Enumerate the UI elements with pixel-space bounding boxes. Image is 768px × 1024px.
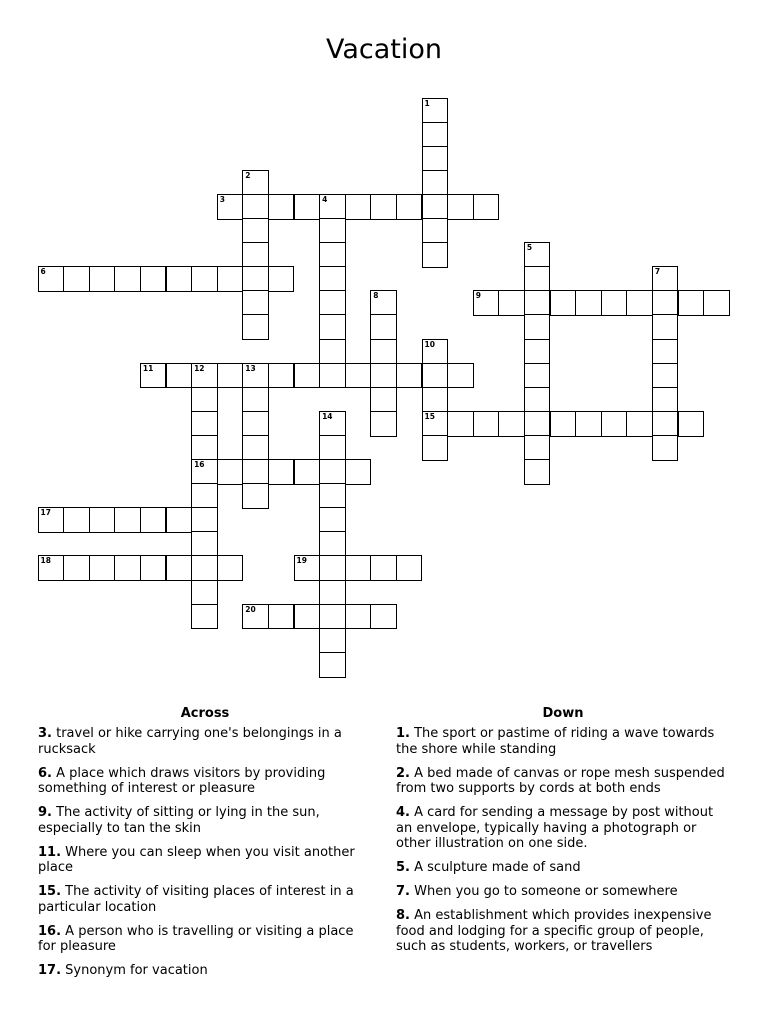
grid-cell[interactable] bbox=[524, 290, 551, 316]
grid-cell[interactable] bbox=[63, 266, 90, 292]
clue-label: 9. bbox=[38, 805, 52, 821]
clue-text: A place which draws visitors by providing something of interest or pleasure bbox=[38, 765, 326, 797]
grid-cell[interactable] bbox=[319, 507, 346, 533]
grid-cell[interactable] bbox=[242, 435, 269, 461]
grid-cell[interactable] bbox=[370, 387, 397, 413]
puzzle-title: Vacation bbox=[325, 34, 443, 65]
grid-cell[interactable] bbox=[524, 314, 551, 340]
clue-label: 5. bbox=[396, 860, 410, 876]
grid-cell[interactable] bbox=[268, 604, 295, 630]
grid-cell[interactable] bbox=[217, 363, 244, 389]
clue-label: 2. bbox=[396, 765, 410, 781]
clue-number: 3 bbox=[219, 194, 225, 204]
clue-number: 13 bbox=[245, 363, 256, 373]
grid-cell[interactable] bbox=[38, 507, 65, 533]
grid-cell[interactable] bbox=[447, 363, 474, 389]
down-clue bbox=[396, 766, 732, 797]
grid-cell[interactable] bbox=[422, 387, 449, 413]
grid-cell[interactable] bbox=[652, 290, 679, 316]
grid-cell[interactable] bbox=[447, 411, 474, 437]
grid-cell[interactable] bbox=[166, 555, 193, 581]
grid-cell[interactable] bbox=[242, 218, 269, 244]
grid-cell[interactable] bbox=[140, 266, 167, 292]
across-clue bbox=[38, 766, 372, 797]
grid-cell[interactable] bbox=[191, 459, 218, 485]
clue-label: 7. bbox=[396, 884, 410, 900]
grid-cell[interactable] bbox=[370, 290, 397, 316]
grid-cell[interactable] bbox=[294, 555, 321, 581]
grid-cell[interactable] bbox=[140, 507, 167, 533]
grid-cell[interactable] bbox=[473, 290, 500, 316]
grid-cell[interactable] bbox=[38, 266, 65, 292]
grid-cell[interactable] bbox=[242, 290, 269, 316]
grid-cell[interactable] bbox=[63, 555, 90, 581]
grid-cell[interactable] bbox=[242, 314, 269, 340]
clue-number: 18 bbox=[40, 556, 51, 566]
grid-cell[interactable] bbox=[524, 266, 551, 292]
grid-cell[interactable] bbox=[294, 604, 321, 630]
grid-cell[interactable] bbox=[242, 170, 269, 196]
grid-cell[interactable] bbox=[191, 411, 218, 437]
across-clue bbox=[38, 963, 372, 979]
grid-cell[interactable] bbox=[370, 411, 397, 437]
grid-cell[interactable] bbox=[524, 339, 551, 365]
clue-number: 6 bbox=[40, 267, 46, 277]
down-clue bbox=[396, 726, 732, 757]
grid-cell[interactable] bbox=[345, 459, 372, 485]
grid-cell[interactable] bbox=[626, 290, 653, 316]
clue-label: 11. bbox=[38, 844, 62, 860]
clue-number: 12 bbox=[194, 363, 205, 373]
clue-text: The activity of sitting or lying in the sun, especially to tan the skin bbox=[38, 805, 320, 836]
grid-cell[interactable] bbox=[370, 555, 397, 581]
grid-cell[interactable] bbox=[242, 363, 269, 389]
grid-cell[interactable] bbox=[652, 411, 679, 437]
grid-cell[interactable] bbox=[38, 555, 65, 581]
grid-cell[interactable] bbox=[319, 652, 346, 678]
grid-cell[interactable] bbox=[191, 604, 218, 630]
grid-cell[interactable] bbox=[447, 194, 474, 220]
clue-number: 10 bbox=[424, 339, 435, 349]
grid-cell[interactable] bbox=[473, 194, 500, 220]
across-clue bbox=[38, 726, 372, 757]
grid-cell[interactable] bbox=[191, 580, 218, 606]
grid-cell[interactable] bbox=[422, 98, 449, 124]
grid-cell[interactable] bbox=[319, 266, 346, 292]
grid-cell[interactable] bbox=[652, 266, 679, 292]
grid-cell[interactable] bbox=[422, 435, 449, 461]
grid-cell[interactable] bbox=[626, 411, 653, 437]
grid-cell[interactable] bbox=[524, 435, 551, 461]
grid-cell[interactable] bbox=[422, 122, 449, 148]
grid-cell[interactable] bbox=[422, 170, 449, 196]
clue-number: 15 bbox=[424, 411, 435, 421]
clue-text: A person who is travelling or visiting a place for pleasure bbox=[38, 923, 354, 955]
grid-cell[interactable] bbox=[319, 194, 346, 220]
grid-cell[interactable] bbox=[166, 266, 193, 292]
grid-cell[interactable] bbox=[114, 507, 141, 533]
down-heading: Down bbox=[542, 706, 584, 721]
grid-cell[interactable] bbox=[652, 435, 679, 461]
grid-cell[interactable] bbox=[191, 531, 218, 557]
grid-cell[interactable] bbox=[319, 339, 346, 365]
grid-cell[interactable] bbox=[294, 194, 321, 220]
grid-cell[interactable] bbox=[242, 604, 269, 630]
grid-cell[interactable] bbox=[575, 290, 602, 316]
grid-cell[interactable] bbox=[422, 242, 449, 268]
clue-number: 7 bbox=[654, 267, 661, 277]
grid-cell[interactable] bbox=[319, 531, 346, 557]
grid-cell[interactable] bbox=[319, 242, 346, 268]
grid-cell[interactable] bbox=[319, 411, 346, 437]
grid-cell[interactable] bbox=[319, 555, 346, 581]
grid-cell[interactable] bbox=[217, 459, 244, 485]
grid-cell[interactable] bbox=[422, 194, 449, 220]
across-heading: Across bbox=[180, 706, 230, 721]
grid-cell[interactable] bbox=[242, 242, 269, 268]
grid-cell[interactable] bbox=[242, 483, 269, 509]
grid-cell[interactable] bbox=[601, 290, 628, 316]
grid-cell[interactable] bbox=[370, 194, 397, 220]
grid-cell[interactable] bbox=[370, 339, 397, 365]
clue-number: 19 bbox=[296, 556, 307, 566]
grid-cell[interactable] bbox=[89, 555, 116, 581]
clue-text: An establishment which provides inexpensive food and lodging for a specific group of people, such as students, workers, or travellers bbox=[396, 908, 712, 955]
across-clue bbox=[38, 805, 372, 836]
grid-cell[interactable] bbox=[678, 411, 705, 437]
grid-cell[interactable] bbox=[422, 363, 449, 389]
grid-cell[interactable] bbox=[370, 314, 397, 340]
grid-cell[interactable] bbox=[396, 363, 423, 389]
grid-cell[interactable] bbox=[268, 363, 295, 389]
grid-cell[interactable] bbox=[319, 580, 346, 606]
grid-cell[interactable] bbox=[191, 435, 218, 461]
grid-cell[interactable] bbox=[191, 387, 218, 413]
grid-cell[interactable] bbox=[652, 387, 679, 413]
grid-cell[interactable] bbox=[268, 459, 295, 485]
grid-cell[interactable] bbox=[575, 411, 602, 437]
grid-cell[interactable] bbox=[166, 363, 193, 389]
clue-label: 17. bbox=[38, 963, 62, 979]
grid-cell[interactable] bbox=[473, 411, 500, 437]
grid-cell[interactable] bbox=[422, 411, 449, 437]
grid-cell[interactable] bbox=[268, 266, 295, 292]
clue-text: A card for sending a message by post without an envelope, typically having a photograph or other illustration on one side. bbox=[396, 805, 714, 852]
clue-label: 1. bbox=[396, 726, 410, 741]
clue-number: 2 bbox=[245, 170, 251, 180]
grid-cell[interactable] bbox=[524, 242, 551, 268]
clue-number: 16 bbox=[194, 460, 205, 469]
grid-cell[interactable] bbox=[370, 363, 397, 389]
grid-cell[interactable] bbox=[191, 363, 218, 389]
grid-cell[interactable] bbox=[345, 194, 372, 220]
clue-number: 11 bbox=[142, 363, 154, 373]
grid-cell[interactable] bbox=[140, 555, 167, 581]
clue-text: When you go to someone or somewhere bbox=[409, 884, 678, 900]
down-clue bbox=[396, 805, 732, 852]
clue-label: 8. bbox=[396, 908, 410, 924]
grid-cell[interactable] bbox=[242, 459, 269, 485]
grid-cell[interactable] bbox=[678, 290, 705, 316]
clue-number: 20 bbox=[245, 604, 256, 614]
grid-cell[interactable] bbox=[345, 363, 372, 389]
clue-number: 4 bbox=[322, 194, 328, 204]
clue-number: 17 bbox=[40, 508, 51, 518]
grid-cell[interactable] bbox=[345, 604, 372, 630]
grid-cell[interactable] bbox=[422, 218, 449, 244]
clue-number: 8 bbox=[373, 291, 379, 301]
down-clue bbox=[396, 860, 732, 876]
grid-cell[interactable] bbox=[422, 339, 449, 365]
clue-text: Synonym for vacation bbox=[61, 963, 208, 979]
across-clue-list bbox=[38, 726, 372, 987]
clue-text: travel or hike carrying one's belongings in a rucksack bbox=[38, 726, 342, 757]
grid-cell[interactable] bbox=[319, 314, 346, 340]
grid-cell[interactable] bbox=[524, 387, 551, 413]
grid-cell[interactable] bbox=[191, 266, 218, 292]
grid-cell[interactable] bbox=[345, 555, 372, 581]
clue-label: 15. bbox=[38, 884, 62, 900]
grid-cell[interactable] bbox=[191, 507, 218, 533]
clue-text: Where you can sleep when you visit another place bbox=[38, 844, 355, 876]
grid-cell[interactable] bbox=[319, 604, 346, 630]
grid-cell[interactable] bbox=[396, 555, 423, 581]
grid-cell[interactable] bbox=[652, 339, 679, 365]
grid-cell[interactable] bbox=[498, 411, 525, 437]
grid-cell[interactable] bbox=[652, 363, 679, 389]
grid-cell[interactable] bbox=[524, 363, 551, 389]
grid-cell[interactable] bbox=[242, 266, 269, 292]
grid-cell[interactable] bbox=[550, 290, 577, 316]
grid-cell[interactable] bbox=[242, 387, 269, 413]
grid-cell[interactable] bbox=[294, 459, 321, 485]
down-clue bbox=[396, 884, 732, 900]
grid-cell[interactable] bbox=[217, 194, 244, 220]
grid-cell[interactable] bbox=[396, 194, 423, 220]
grid-cell[interactable] bbox=[89, 266, 116, 292]
grid-cell[interactable] bbox=[524, 459, 551, 485]
grid-cell[interactable] bbox=[319, 483, 346, 509]
grid-cell[interactable] bbox=[242, 411, 269, 437]
clue-text: The activity of visiting places of interest in a particular location bbox=[38, 884, 354, 915]
grid-cell[interactable] bbox=[217, 266, 244, 292]
grid-cell[interactable] bbox=[191, 483, 218, 509]
grid-cell[interactable] bbox=[191, 555, 218, 581]
grid-cell[interactable] bbox=[114, 555, 141, 581]
clue-number: 5 bbox=[526, 243, 533, 253]
grid-cell[interactable] bbox=[242, 194, 269, 220]
clue-text: A bed made of canvas or rope mesh suspended from two supports by cords at both ends bbox=[396, 765, 725, 797]
grid-cell[interactable] bbox=[166, 507, 193, 533]
grid-cell[interactable] bbox=[370, 604, 397, 630]
clue-number: 14 bbox=[322, 411, 333, 421]
clue-label: 6. bbox=[38, 765, 52, 781]
grid-cell[interactable] bbox=[652, 314, 679, 340]
clue-label: 3. bbox=[38, 726, 52, 741]
across-clue bbox=[38, 924, 372, 955]
grid-cell[interactable] bbox=[498, 290, 525, 316]
grid-cell[interactable] bbox=[217, 555, 244, 581]
clue-label: 16. bbox=[38, 923, 62, 939]
grid-cell[interactable] bbox=[89, 507, 116, 533]
grid-cell[interactable] bbox=[319, 218, 346, 244]
grid-cell[interactable] bbox=[319, 290, 346, 316]
grid-cell[interactable] bbox=[703, 290, 730, 316]
down-clue bbox=[396, 908, 732, 955]
across-clue bbox=[38, 884, 372, 915]
clue-number: 1 bbox=[424, 98, 430, 108]
grid-cell[interactable] bbox=[63, 507, 90, 533]
clue-label: 4. bbox=[396, 805, 410, 821]
down-clue-list bbox=[396, 726, 732, 963]
clue-text: A sculpture made of sand bbox=[409, 860, 581, 876]
grid-cell[interactable] bbox=[319, 628, 346, 654]
grid-cell[interactable] bbox=[422, 146, 449, 172]
grid-cell[interactable] bbox=[550, 411, 577, 437]
grid-cell[interactable] bbox=[319, 363, 346, 389]
grid-cell[interactable] bbox=[294, 363, 321, 389]
grid-cell[interactable] bbox=[601, 411, 628, 437]
across-clue bbox=[38, 845, 372, 876]
grid-cell[interactable] bbox=[140, 363, 167, 389]
grid-cell[interactable] bbox=[114, 266, 141, 292]
clue-text: The sport or pastime of riding a wave towards the shore while standing bbox=[396, 726, 715, 757]
grid-cell[interactable] bbox=[319, 435, 346, 461]
grid-cell[interactable] bbox=[319, 459, 346, 485]
clue-number: 9 bbox=[475, 291, 481, 301]
grid-cell[interactable] bbox=[268, 194, 295, 220]
grid-cell[interactable] bbox=[524, 411, 551, 437]
